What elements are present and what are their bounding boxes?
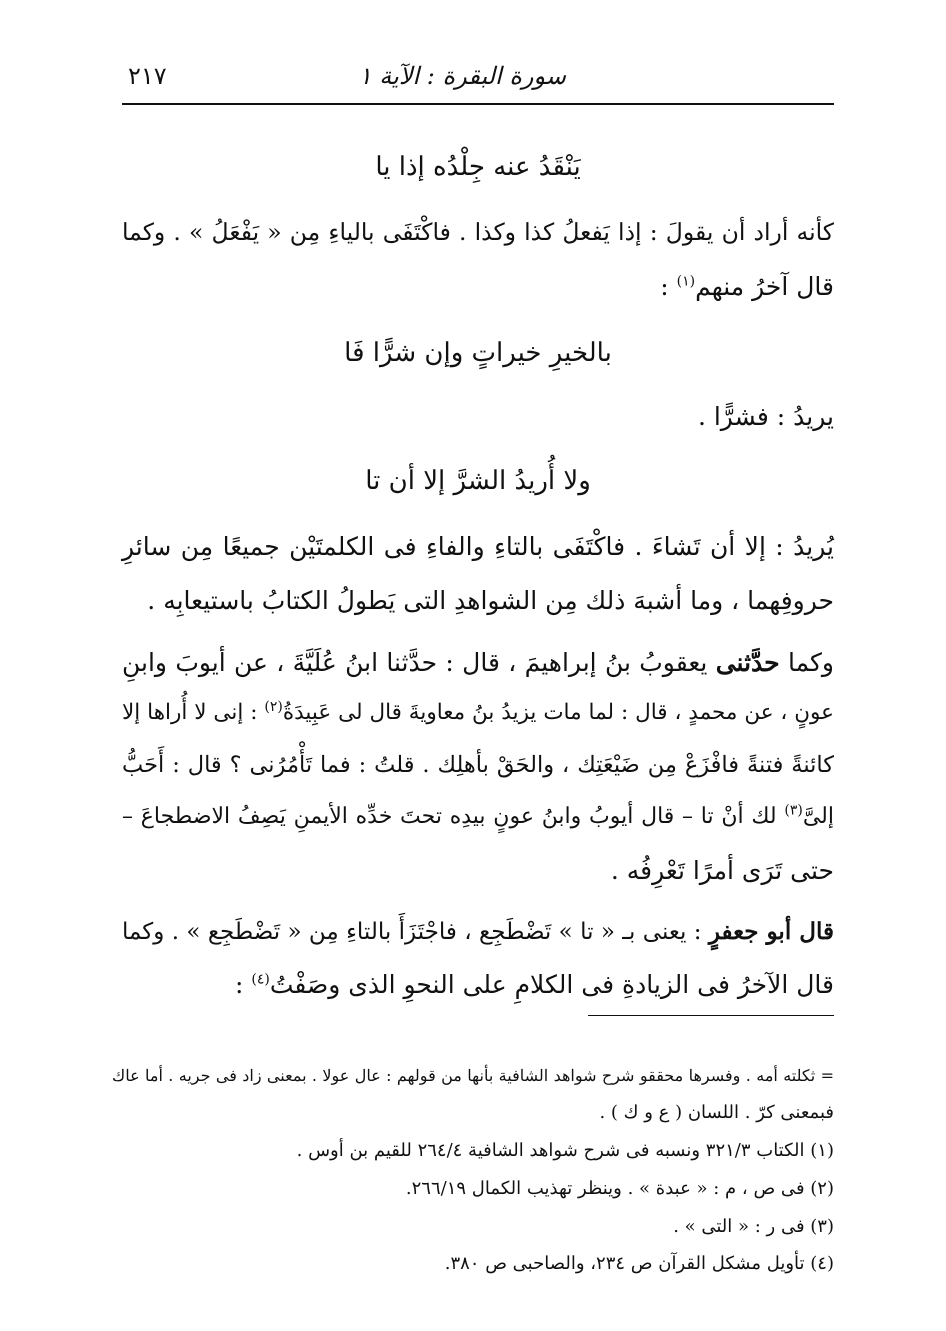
running-title: سورة البقرة : الآية ١ <box>358 62 566 90</box>
verse-line-2: بالخيرِ خيراتٍ وإن شرًّا فَا <box>344 338 612 368</box>
paragraph-1-line-2-text: قال آخرُ منهم <box>695 272 834 301</box>
footnote-continuation-line-1: = ثكلته أمه . وفسرها محققو شرح شواهد الشافية بأنها من قولهم : عال عولا . بمعنى زاد فى جريه . أما عاك <box>112 1066 834 1085</box>
footnote-ref-1: (١) <box>676 273 696 290</box>
footnote-continuation-line-2: فبمعنى كرّ . اللسان ( ع و ك ) . <box>599 1102 834 1123</box>
paragraph-1-line-2 <box>122 272 834 301</box>
page-header <box>122 58 834 98</box>
paragraph-4-line-3: كائنةً فتنةً فافْزَعْ مِن ضَيْعَتِك ، والحَقْ بأهلِك . قلتُ : فما تَأْمُرُنى ؟ قال : أَحَبُّ <box>122 752 834 778</box>
paragraph-4-line-4-post: لك أنْ تا – قال أيوبُ وابنُ عونٍ بيدِه تحتَ خدِّه الأيمنِ يَصِفُ الاضطجاعَ – <box>122 804 785 829</box>
verse-line-3: ولا أُريدُ الشرَّ إلا أن تا <box>365 466 591 496</box>
paragraph-3-line-2: حروفِهما ، وما أشبهَ ذلك مِن الشواهدِ التى يَطولُ الكتابُ باستيعابِه . <box>147 586 834 615</box>
paragraph-1-line-2-tail: : <box>660 272 677 301</box>
footnote-ref-2: (٢) <box>264 698 283 715</box>
haddathani-keyword: حدَّثنى <box>715 648 780 677</box>
paragraph-5-line-1 <box>122 918 834 945</box>
footnote-ref-3: (٣) <box>784 802 803 819</box>
paragraph-5-line-2-tail: : <box>235 970 252 999</box>
footnote-3: (٣) فى ر : « التى » . <box>673 1216 834 1237</box>
paragraph-2: يريدُ : فشرًّا . <box>697 402 834 431</box>
page-number: ٢١٧ <box>128 62 167 90</box>
paragraph-4-line-2-post: : إنى لا أُراها إلا <box>122 700 265 725</box>
paragraph-4-line-1-pre: وكما <box>779 648 834 677</box>
footnote-ref-4: (٤) <box>251 971 270 988</box>
qala-abu-jafar-keyword: قال أبو جعفرٍ <box>708 918 834 945</box>
paragraph-4-line-1 <box>122 648 834 677</box>
paragraph-5-line-2 <box>122 970 834 999</box>
paragraph-5-line-2-text: قال الآخرُ فى الزيادةِ فى الكلامِ على النحوِ الذى وصَفْتُ <box>269 970 834 999</box>
verse-line-1: يَنْقَدُ عنه جِلْدُه إذا يا <box>375 152 581 182</box>
footnote-1: (١) الكتاب ٣٢١/٣ ونسبه فى شرح شواهد الشافية ٢٦٤/٤ للقيم بن أوس . <box>296 1140 834 1161</box>
footnote-4: (٤) تأويل مشكل القرآن ص ٢٣٤، والصاحبى ص ٣٨٠. <box>444 1253 834 1274</box>
header-rule <box>122 103 834 105</box>
paragraph-4-line-2-pre: عونٍ ، عن محمدٍ ، قال : لما مات يزيدُ بنُ معاويةَ قال لى عَبِيدَةُ <box>282 700 834 725</box>
footnote-rule <box>588 1015 834 1016</box>
paragraph-4-line-4 <box>122 804 834 829</box>
paragraph-4-line-2 <box>122 700 834 725</box>
paragraph-1-line-1: كأنه أراد أن يقولَ : إذا يَفعلُ كذا وكذا . فاكْتَفَى بالياءِ مِن « يَفْعَلُ » . وكما <box>122 218 834 246</box>
paragraph-4-line-5: حتى تَرَى أمرًا تَعْرِفُه . <box>610 856 834 885</box>
paragraph-5-line-1-post: : يعنى بـ « تا » تَضْطَجِع ، فاجْتَزَأَ بالتاءِ مِن « تَضْطَجِع » . وكما <box>122 919 709 945</box>
paragraph-4-line-4-pre: إلىَّ <box>802 804 834 829</box>
paragraph-3-line-1: يُريدُ : إلا أن تَشاءَ . فاكْتَفَى بالتاءِ والفاءِ فى الكلمتَيْن جميعًا مِن سائرِ <box>122 532 834 561</box>
paragraph-4-line-1-post: يعقوبُ بنُ إبراهيمَ ، قال : حدَّثنا ابنُ عُلَيَّةَ ، عن أيوبَ وابنِ <box>122 648 716 677</box>
footnote-2: (٢) فى ص ، م : « عبدة » . وينظر تهذيب الكمال ٢٦٦/١٩. <box>405 1178 834 1199</box>
